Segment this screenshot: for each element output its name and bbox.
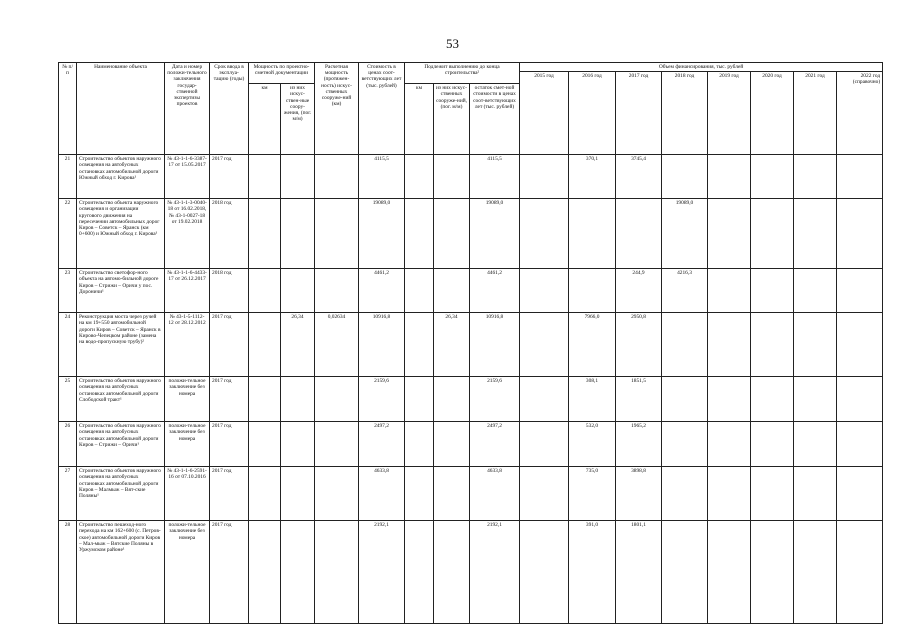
row-num: 25 [59, 377, 77, 422]
row-term: 2017 год [210, 377, 249, 422]
table-row [59, 199, 883, 269]
row-y2019 [708, 269, 751, 313]
row-y2022 [837, 199, 883, 269]
header-rem-art: из них искус-ственных сооруже-ний, (пог. м/м) [434, 84, 470, 155]
row-calc [315, 467, 359, 521]
row-cap-km [249, 467, 281, 521]
row-y2021 [794, 521, 837, 624]
header-cap-art: из них искус-ствен-ные соору-жения, (пог. м/м) [281, 84, 315, 155]
row-rem-art [434, 521, 470, 624]
row-y2017: 1965,2 [616, 422, 662, 467]
row-rem-art [434, 377, 470, 422]
row-y2022 [837, 467, 883, 521]
row-object-name: Строительство объектов наружного освещения на автобусных остановках автомобильной дороги Киров – Малмыж – Вят-ские Поляны¹ [77, 467, 165, 521]
row-rem-art [434, 155, 470, 199]
row-rem-cost: 19089,0 [470, 199, 520, 269]
row-calc: 0,02634 [315, 313, 359, 377]
row-y2018 [662, 155, 708, 199]
row-cost: 2159,6 [359, 377, 405, 422]
row-calc [315, 199, 359, 269]
row-y2020 [751, 377, 794, 422]
row-rem-cost: 2497,2 [470, 422, 520, 467]
row-rem-art: 26,34 [434, 313, 470, 377]
row-cost: 19089,0 [359, 199, 405, 269]
row-y2016: 532,0 [569, 422, 616, 467]
row-y2015 [520, 422, 569, 467]
header-year-2018: 2018 год [662, 72, 708, 155]
header-calc-capacity: Расчетная мощность (протяжен-ность) искус-ственных сооруже-ний (км) [315, 63, 359, 155]
row-cap-art [281, 199, 315, 269]
row-term: 2017 год [210, 422, 249, 467]
table-body [59, 155, 883, 624]
header-year-2020: 2020 год [751, 72, 794, 155]
header-rem-cost: остаток смет-ной стоимости в ценах соот-ветствующих лет (тыс. рублей) [470, 84, 520, 155]
row-expertise-date: положи-тельное заключение без номера [165, 377, 210, 422]
row-num: 26 [59, 422, 77, 467]
header-year-2021: 2021 год [794, 72, 837, 155]
row-y2021 [794, 377, 837, 422]
row-term: 2017 год [210, 467, 249, 521]
row-y2020 [751, 313, 794, 377]
row-object-name: Реконструкция моста через ручей на км 19+550 автомобильной дороги Киров – Советск – Яранск в Кирово-Чепецком районе (замена на водо-пропускную трубу)² [77, 313, 165, 377]
row-y2020 [751, 155, 794, 199]
table-row [59, 422, 883, 467]
row-expertise-date: № 43-1-1-6-4433-17 от 26.12.2017 [165, 269, 210, 313]
table-row [59, 155, 883, 199]
row-y2018 [662, 313, 708, 377]
row-y2016: 391,0 [569, 521, 616, 624]
row-cost: 2497,2 [359, 422, 405, 467]
row-cap-km [249, 269, 281, 313]
row-y2018: 19089,0 [662, 199, 708, 269]
row-y2015 [520, 269, 569, 313]
row-num: 27 [59, 467, 77, 521]
page-number: 53 [446, 36, 459, 51]
table-row [59, 313, 883, 377]
row-cap-art [281, 521, 315, 624]
row-cap-km [249, 521, 281, 624]
header-cap-km: км [249, 84, 281, 155]
row-y2022 [837, 377, 883, 422]
row-y2018 [662, 422, 708, 467]
row-rem-art [434, 467, 470, 521]
row-rem-art [434, 269, 470, 313]
row-cap-km [249, 199, 281, 269]
row-y2017: 1851,5 [616, 377, 662, 422]
row-rem-km [405, 467, 434, 521]
row-calc [315, 269, 359, 313]
row-expertise-date: № 43-1-5-1112-12 от 28.12.2012 [165, 313, 210, 377]
row-y2016 [569, 269, 616, 313]
row-y2022 [837, 422, 883, 467]
row-num: 24 [59, 313, 77, 377]
row-y2022 [837, 313, 883, 377]
row-y2020 [751, 269, 794, 313]
row-y2016: 370,1 [569, 155, 616, 199]
row-y2015 [520, 313, 569, 377]
row-y2020 [751, 199, 794, 269]
row-y2017: 3745,4 [616, 155, 662, 199]
row-y2021 [794, 269, 837, 313]
header-num: № п/п [59, 63, 77, 155]
row-rem-cost: 2192,1 [470, 521, 520, 624]
row-expertise-date: № 43-1-1-3-0040-18 от 16.02.2018, № 43-1-0027-18 от 19.02.2018 [165, 199, 210, 269]
row-y2022 [837, 155, 883, 199]
header-rem-km: км [405, 84, 434, 155]
row-object-name: Строительство пешеход-ного перехода на км 162+600 (с. Петров-ское) автомобильной дороги Киров – Мал-мыж – Вятские Поляны в Уржумском районе¹ [77, 521, 165, 624]
row-rem-cost: 2159,6 [470, 377, 520, 422]
row-calc [315, 377, 359, 422]
row-cap-km [249, 313, 281, 377]
row-y2018 [662, 521, 708, 624]
row-y2015 [520, 199, 569, 269]
row-expertise-date: № 43-1-1-6-2591-16 от 07.10.2016 [165, 467, 210, 521]
row-term: 2018 год [210, 199, 249, 269]
row-expertise-date: положи-тельное заключение без номера [165, 422, 210, 467]
row-rem-km [405, 155, 434, 199]
row-y2019 [708, 313, 751, 377]
row-expertise-date: положи-тельное заключение без номера [165, 521, 210, 624]
row-y2020 [751, 467, 794, 521]
row-rem-art [434, 422, 470, 467]
row-calc [315, 422, 359, 467]
row-cost: 10916,8 [359, 313, 405, 377]
row-term: 2017 год [210, 155, 249, 199]
row-num: 21 [59, 155, 77, 199]
row-y2015 [520, 521, 569, 624]
table-row [59, 467, 883, 521]
header-remaining-group: Подлежит выполнению до конца строительства² [405, 63, 520, 84]
row-object-name: Строительство светофор-ного объекта на автомо-бильной дороге Киров – Стрижи – Оричи у пос. Дороничи¹ [77, 269, 165, 313]
header-capacity-group: Мощность по проектно-сметной документации [249, 63, 315, 84]
row-rem-km [405, 313, 434, 377]
header-object: Наименование объекта [77, 63, 165, 155]
row-cap-art: 26,34 [281, 313, 315, 377]
row-y2022 [837, 521, 883, 624]
row-y2022 [837, 269, 883, 313]
row-cap-art [281, 269, 315, 313]
row-object-name: Строительство объекта наружного освещения и организации кругового движения на пересечении автомобильных дорог Киров – Советск – Яранск (км 0+600) и Южный обход г. Кирова¹ [77, 199, 165, 269]
row-y2016: 735,0 [569, 467, 616, 521]
header-cost: Стоимость в ценах соот-ветствующих лет (тыс. рублей) [359, 63, 405, 155]
header-expertise-date: Дата и номер положи-тельного заключения государ-ственной экспертизы проектов [165, 63, 210, 155]
row-y2015 [520, 467, 569, 521]
row-cost: 4115,5 [359, 155, 405, 199]
investment-table [58, 62, 883, 624]
table-row [59, 521, 883, 624]
row-y2021 [794, 422, 837, 467]
row-expertise-date: № 43-1-1-6-3387-17 от 15.05.2017 [165, 155, 210, 199]
row-y2017: 1801,1 [616, 521, 662, 624]
row-cap-art [281, 422, 315, 467]
row-cap-km [249, 422, 281, 467]
row-object-name: Строительство объектов наружного освещения на автобусных остановках автомобильной дороги Киров – Стрижи – Оричи¹ [77, 422, 165, 467]
row-rem-km [405, 269, 434, 313]
row-cost: 4461,2 [359, 269, 405, 313]
header-year-2017: 2017 год [616, 72, 662, 155]
table-row [59, 377, 883, 422]
row-term: 2017 год [210, 521, 249, 624]
row-y2016: 7966,0 [569, 313, 616, 377]
row-term: 2017 год [210, 313, 249, 377]
row-y2018 [662, 377, 708, 422]
row-num: 28 [59, 521, 77, 624]
header-year-2019: 2019 год [708, 72, 751, 155]
row-y2019 [708, 467, 751, 521]
row-rem-km [405, 377, 434, 422]
row-num: 23 [59, 269, 77, 313]
row-rem-cost: 4115,5 [470, 155, 520, 199]
row-y2020 [751, 521, 794, 624]
row-cap-art [281, 467, 315, 521]
header-year-2015: 2015 год [520, 72, 569, 155]
row-term: 2018 год [210, 269, 249, 313]
row-y2021 [794, 467, 837, 521]
row-y2017: 3898,8 [616, 467, 662, 521]
table-row [59, 269, 883, 313]
row-rem-km [405, 521, 434, 624]
row-y2016: 308,1 [569, 377, 616, 422]
row-rem-cost: 10916,8 [470, 313, 520, 377]
header-finance-group: Объем финансирования, тыс. рублей [520, 63, 883, 72]
row-y2020 [751, 422, 794, 467]
table-header [59, 63, 883, 155]
row-rem-art [434, 199, 470, 269]
row-calc [315, 521, 359, 624]
row-y2021 [794, 155, 837, 199]
row-rem-km [405, 199, 434, 269]
row-y2017 [616, 199, 662, 269]
row-cap-art [281, 377, 315, 422]
row-calc [315, 155, 359, 199]
row-y2016 [569, 199, 616, 269]
header-year-2022: 2022 год (справочно) [837, 72, 883, 155]
row-y2017: 244,9 [616, 269, 662, 313]
row-num: 22 [59, 199, 77, 269]
row-y2018: 4216,3 [662, 269, 708, 313]
row-y2019 [708, 199, 751, 269]
row-y2019 [708, 155, 751, 199]
row-cap-km [249, 377, 281, 422]
row-y2018 [662, 467, 708, 521]
row-rem-cost: 4633,8 [470, 467, 520, 521]
row-y2015 [520, 155, 569, 199]
row-rem-cost: 4461,2 [470, 269, 520, 313]
header-term: Срок ввода в эксплуа-тацию (годы) [210, 63, 249, 155]
row-object-name: Строительство объектов наружного освещения на автобусных остановках автомобильной дороги Слободской тракт¹ [77, 377, 165, 422]
row-cap-art [281, 155, 315, 199]
row-y2017: 2950,8 [616, 313, 662, 377]
row-y2021 [794, 313, 837, 377]
row-y2019 [708, 422, 751, 467]
row-cost: 4633,8 [359, 467, 405, 521]
row-object-name: Строительство объектов наружного освещения на автобусных остановках автомобильной дороги Южный обход г. Кирова¹ [77, 155, 165, 199]
row-cap-km [249, 155, 281, 199]
row-y2019 [708, 521, 751, 624]
row-y2015 [520, 377, 569, 422]
row-y2021 [794, 199, 837, 269]
header-year-2016: 2016 год [569, 72, 616, 155]
row-y2019 [708, 377, 751, 422]
row-rem-km [405, 422, 434, 467]
row-cost: 2192,1 [359, 521, 405, 624]
